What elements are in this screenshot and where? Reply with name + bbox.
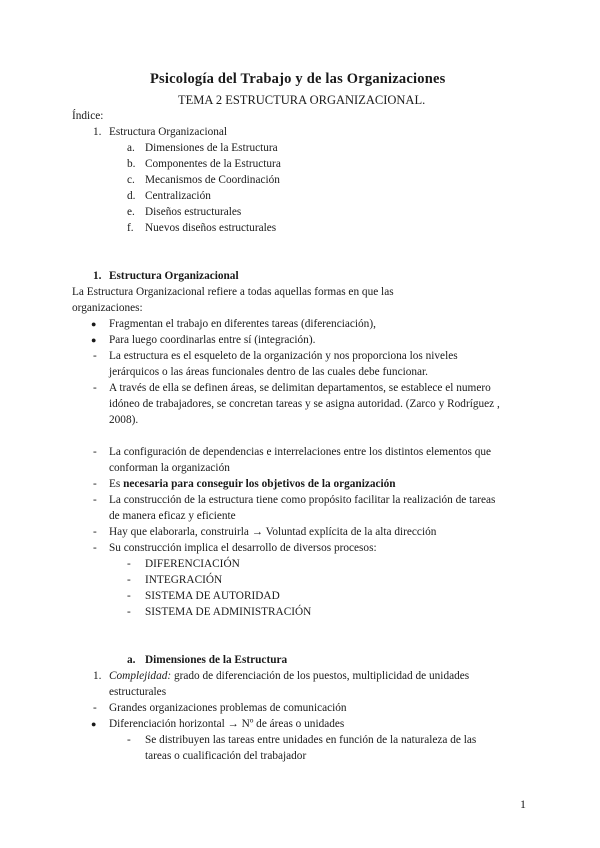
dash-item: Grandes organizaciones problemas de comunicación bbox=[109, 702, 347, 714]
index-sub-item: Dimensiones de la Estructura bbox=[145, 142, 278, 154]
index-label: Índice: bbox=[72, 110, 104, 122]
bullet-item: Diferenciación horizontal → Nº de áreas o unidades bbox=[109, 718, 345, 730]
index-sub-marker: d. bbox=[127, 190, 136, 202]
dash-item: Hay que elaborarla, construirla → Voluntad explícita de la alta dirección bbox=[109, 526, 437, 538]
index-sub-marker: f. bbox=[127, 222, 134, 234]
dash-item: A través de ella se definen áreas, se delimitan departamentos, se establece el numero bbox=[109, 382, 491, 394]
bullet-item: Para luego coordinarlas entre sí (integración). bbox=[109, 334, 316, 346]
dash-marker: - bbox=[93, 350, 97, 362]
index-sub-marker: e. bbox=[127, 206, 135, 218]
paragraph-line: La Estructura Organizacional refiere a todas aquellas formas en que las bbox=[72, 286, 394, 298]
index-sub-item: Mecanismos de Coordinación bbox=[145, 174, 280, 186]
dash-marker: - bbox=[93, 526, 97, 538]
index-sub-item: Centralización bbox=[145, 190, 211, 202]
index-sub-marker: b. bbox=[127, 158, 136, 170]
dash-item-cont: idóneo de trabajadores, se concretan tareas y se asigna autoridad. (Zarco y Rodríguez , bbox=[109, 398, 500, 410]
dash-marker: - bbox=[93, 494, 97, 506]
process-item: SISTEMA DE AUTORIDAD bbox=[145, 590, 280, 602]
document-title: Psicología del Trabajo y de las Organizaciones bbox=[150, 71, 446, 87]
index-sub-item: Nuevos diseños estructurales bbox=[145, 222, 277, 234]
index-sub-marker: a. bbox=[127, 142, 135, 154]
dash-item-emphasis: necesaria para conseguir los objetivos de la organización bbox=[123, 478, 396, 490]
dash-marker: - bbox=[93, 382, 97, 394]
dash-marker: - bbox=[93, 446, 97, 458]
dash-item-cont: de manera eficaz y eficiente bbox=[109, 510, 236, 522]
dash-item-cont: conforman la organización bbox=[109, 462, 230, 474]
dash-marker: - bbox=[93, 542, 97, 554]
dash-item-cont: jerárquicos o las áreas funcionales dentro de las cuales debe funcionar. bbox=[109, 366, 429, 378]
process-item: DIFERENCIACIÓN bbox=[145, 558, 240, 570]
bullet-dot: ● bbox=[91, 719, 97, 729]
index-sub-item: Diseños estructurales bbox=[145, 206, 242, 218]
bullet-item: Fragmentan el trabajo en diferentes tareas (diferenciación), bbox=[109, 318, 376, 330]
dash-marker: - bbox=[127, 606, 131, 618]
subsection-heading-marker: a. bbox=[127, 654, 136, 666]
dash-item-prefix: Es bbox=[109, 478, 124, 490]
index-item-1: Estructura Organizacional bbox=[109, 126, 228, 138]
term-italic: Complejidad: bbox=[109, 670, 172, 682]
dash-item: La configuración de dependencias e interrelaciones entre los distintos elementos que bbox=[109, 446, 492, 458]
dash-marker: - bbox=[93, 478, 97, 490]
paragraph-line: organizaciones: bbox=[72, 302, 143, 314]
index-sub-item: Componentes de la Estructura bbox=[145, 158, 281, 170]
process-item: INTEGRACIÓN bbox=[145, 574, 223, 586]
index-item-marker: 1. bbox=[93, 126, 102, 138]
dash-marker: - bbox=[127, 734, 131, 746]
list-marker: 1. bbox=[93, 670, 102, 682]
list-item bbox=[109, 669, 469, 684]
section-heading: Estructura Organizacional bbox=[109, 270, 239, 282]
dash-item-cont: 2008). bbox=[109, 414, 139, 426]
dash-marker: - bbox=[127, 590, 131, 602]
page-number: 1 bbox=[520, 797, 526, 811]
section-heading-marker: 1. bbox=[93, 270, 102, 282]
dash-marker: - bbox=[127, 558, 131, 570]
dash-item-cont: tareas o cualificación del trabajador bbox=[145, 750, 307, 762]
subsection-heading: Dimensiones de la Estructura bbox=[145, 654, 288, 666]
index-sub-marker: c. bbox=[127, 174, 135, 186]
dash-item: Se distribuyen las tareas entre unidades en función de la naturaleza de las bbox=[145, 734, 477, 746]
dash-item: La construcción de la estructura tiene como propósito facilitar la realización de tareas bbox=[109, 494, 496, 506]
bullet-dot: ● bbox=[91, 319, 97, 329]
dash-item bbox=[109, 477, 396, 492]
list-item-cont: estructurales bbox=[109, 686, 167, 698]
document-subtitle: TEMA 2 ESTRUCTURA ORGANIZACIONAL. bbox=[178, 93, 426, 107]
process-item: SISTEMA DE ADMINISTRACIÓN bbox=[145, 606, 312, 618]
dash-marker: - bbox=[93, 702, 97, 714]
term-definition: grado de diferenciación de los puestos, multiplicidad de unidades bbox=[171, 670, 470, 682]
dash-marker: - bbox=[127, 574, 131, 586]
dash-item: La estructura es el esqueleto de la organización y nos proporciona los niveles bbox=[109, 350, 458, 362]
bullet-dot: ● bbox=[91, 335, 97, 345]
dash-item: Su construcción implica el desarrollo de diversos procesos: bbox=[109, 542, 377, 554]
